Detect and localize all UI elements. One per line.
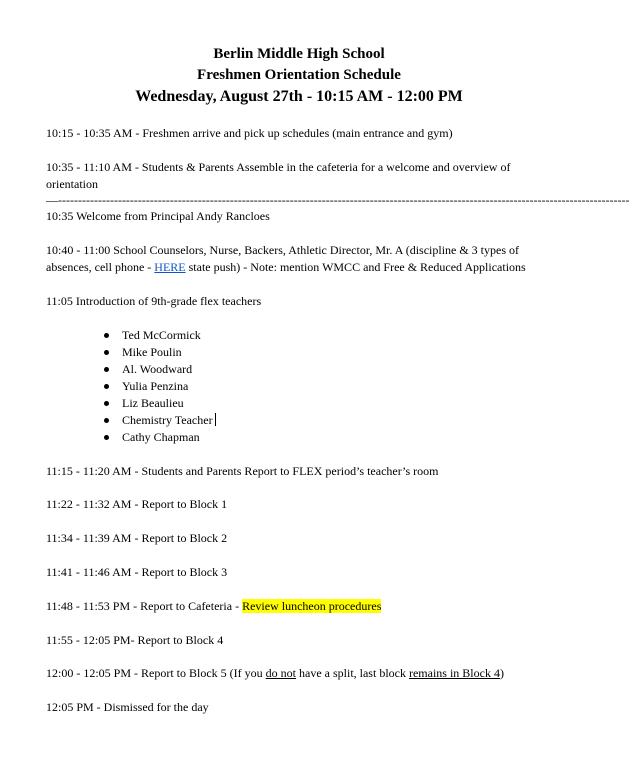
event-date: Wednesday, August 27th - 10:15 AM - 12:00 PM [135, 88, 463, 105]
schedule-cafeteria [46, 598, 551, 615]
schedule-body [46, 125, 629, 716]
document-title: Freshmen Orientation Schedule [197, 67, 401, 83]
schedule-block2: 11:34 - 11:39 AM - Report to Block 2 [46, 531, 228, 546]
list-item: Mike Poulin [122, 344, 551, 361]
schedule-block3: 11:41 - 11:46 AM - Report to Block 3 [46, 564, 228, 579]
underlined-text: remains in Block 4 [408, 666, 500, 681]
underlined-text: do not [265, 666, 296, 681]
list-item: Al. Woodward [122, 361, 551, 378]
cafeteria-text: 11:48 - 11:53 PM - Report to Cafeteria - [46, 598, 243, 613]
schedule-welcome: 10:35 Welcome from Principal Andy Rancloes [46, 209, 270, 224]
schedule-dismissed: 12:05 PM - Dismissed for the day [46, 700, 209, 715]
list-item: Ted McCormick [122, 327, 551, 344]
schedule-counselors [46, 242, 551, 276]
list-item-with-cursor [122, 412, 551, 429]
schedule-flex-intro: 11:05 Introduction of 9th-grade flex teachers [46, 293, 262, 308]
document-header [0, 44, 598, 107]
schedule-flex-report: 11:15 - 11:20 AM - Students and Parents Report to FLEX period’s teacher’s room [46, 463, 439, 478]
highlighted-text: Review luncheon procedures [242, 598, 382, 613]
list-item: Yulia Penzina [122, 378, 551, 395]
counselors-text-end: state push) - Note: mention WMCC and Free & Reduced Applications [185, 259, 526, 274]
here-link[interactable]: HERE [154, 259, 186, 274]
schedule-arrive: 10:15 - 10:35 AM - Freshmen arrive and pick up schedules (main entrance and gym) [46, 126, 453, 140]
block5-text: ) [499, 666, 504, 681]
block5-text: 12:00 - 12:05 PM - Report to Block 5 (If you [46, 666, 266, 681]
teacher-list [46, 327, 551, 446]
text-cursor [215, 413, 216, 426]
counselors-text: 10:40 - 11:00 School Counselors, Nurse, Backers, Athletic Director, Mr. A (discipline & 3 types of absences, cell phone - [46, 243, 520, 274]
list-item-text: Chemistry Teacher [122, 412, 213, 427]
list-item: Liz Beaulieu [122, 395, 551, 412]
schedule-assemble: 10:35 - 11:10 AM - Students & Parents Assemble in the cafeteria for a welcome and overview of orientation [46, 159, 511, 191]
divider-line: —----------------------------------------------------------------------------------------------------------------------------------------------- [46, 193, 629, 208]
school-name: Berlin Middle High School [213, 46, 385, 62]
block5-text: have a split, last block [296, 666, 409, 681]
schedule-block5 [46, 665, 551, 682]
schedule-block4: 11:55 - 12:05 PM- Report to Block 4 [46, 632, 224, 647]
schedule-block1: 11:22 - 11:32 AM - Report to Block 1 [46, 497, 228, 512]
list-item: Cathy Chapman [122, 429, 551, 446]
